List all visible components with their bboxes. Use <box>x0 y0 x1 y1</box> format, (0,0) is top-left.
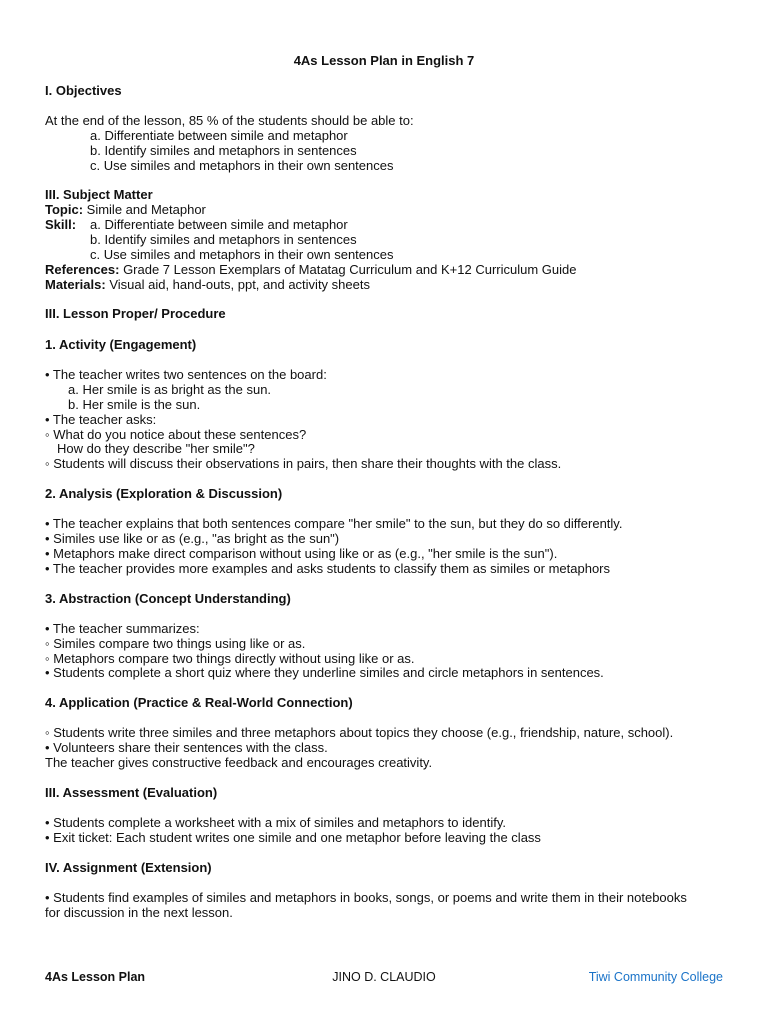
activity-line: ◦ What do you notice about these sentences? <box>45 427 307 442</box>
analysis-line: • The teacher explains that both sentences compare "her smile" to the sun, but they do so differently. <box>45 516 623 531</box>
application-line: The teacher gives constructive feedback and encourages creativity. <box>45 755 433 770</box>
assessment-line: • Exit ticket: Each student writes one simile and one metaphor before leaving the class <box>45 830 541 845</box>
footer-left: 4As Lesson Plan <box>45 970 146 984</box>
activity-heading: 1. Activity (Engagement) <box>45 337 197 352</box>
materials-label: Materials: <box>45 277 106 292</box>
materials-line <box>45 277 370 292</box>
activity-line: How do they describe "her smile"? <box>57 441 255 456</box>
abstraction-line: • The teacher summarizes: <box>45 621 200 636</box>
skill-item: c. Use similes and metaphors in their own sentences <box>90 247 394 262</box>
analysis-line: • Metaphors make direct comparison without using like or as (e.g., "her smile is the sun"). <box>45 546 558 561</box>
assignment-heading: IV. Assignment (Extension) <box>45 860 212 875</box>
subject-matter-heading: III. Subject Matter <box>45 187 153 202</box>
objectives-heading: I. Objectives <box>45 83 122 98</box>
activity-line: ◦ Students will discuss their observations in pairs, then share their thoughts with the class. <box>45 456 562 471</box>
assessment-heading: III. Assessment (Evaluation) <box>45 785 218 800</box>
abstraction-line: • Students complete a short quiz where they underline similes and circle metaphors in sentences. <box>45 665 604 680</box>
abstraction-heading: 3. Abstraction (Concept Understanding) <box>45 591 291 606</box>
abstraction-line: ◦ Metaphors compare two things directly without using like or as. <box>45 651 415 666</box>
objective-item: b. Identify similes and metaphors in sentences <box>90 143 357 158</box>
application-line: • Volunteers share their sentences with the class. <box>45 740 328 755</box>
objectives-intro: At the end of the lesson, 85 % of the students should be able to: <box>45 113 414 128</box>
topic-label: Topic: <box>45 202 84 217</box>
abstraction-line: ◦ Similes compare two things using like or as. <box>45 636 306 651</box>
application-line: ◦ Students write three similes and three metaphors about topics they choose (e.g., friendship, nature, school). <box>45 725 674 740</box>
assessment-line: • Students complete a worksheet with a mix of similes and metaphors to identify. <box>45 815 506 830</box>
activity-line: a. Her smile is as bright as the sun. <box>68 382 272 397</box>
document-title: 4As Lesson Plan in English 7 <box>293 53 475 68</box>
footer-author: JINO D. CLAUDIO <box>332 970 436 984</box>
procedure-heading: III. Lesson Proper/ Procedure <box>45 306 226 321</box>
activity-line: b. Her smile is the sun. <box>68 397 201 412</box>
skill-item: b. Identify similes and metaphors in sentences <box>90 232 357 247</box>
topic-line <box>45 202 206 217</box>
activity-line: • The teacher asks: <box>45 412 157 427</box>
analysis-line: • The teacher provides more examples and asks students to classify them as similes or metaphors <box>45 561 611 576</box>
assignment-line: for discussion in the next lesson. <box>45 905 233 920</box>
objective-item: a. Differentiate between simile and metaphor <box>90 128 348 143</box>
skill-label: Skill: <box>45 217 77 232</box>
activity-line: • The teacher writes two sentences on the board: <box>45 367 327 382</box>
materials-value: Visual aid, hand-outs, ppt, and activity sheets <box>109 277 370 292</box>
footer-institution: Tiwi Community College <box>588 970 723 984</box>
topic-value: Simile and Metaphor <box>86 202 206 217</box>
analysis-heading: 2. Analysis (Exploration & Discussion) <box>45 486 283 501</box>
skill-item: a. Differentiate between simile and metaphor <box>90 217 348 232</box>
references-line <box>45 262 576 277</box>
application-heading: 4. Application (Practice & Real-World Connection) <box>45 695 353 710</box>
analysis-line: • Similes use like or as (e.g., "as bright as the sun") <box>45 531 340 546</box>
references-value: Grade 7 Lesson Exemplars of Matatag Curriculum and K+12 Curriculum Guide <box>123 262 577 277</box>
objective-item: c. Use similes and metaphors in their own sentences <box>90 158 394 173</box>
assignment-line: • Students find examples of similes and metaphors in books, songs, or poems and write them in their notebooks <box>45 890 687 905</box>
references-label: References: <box>45 262 120 277</box>
